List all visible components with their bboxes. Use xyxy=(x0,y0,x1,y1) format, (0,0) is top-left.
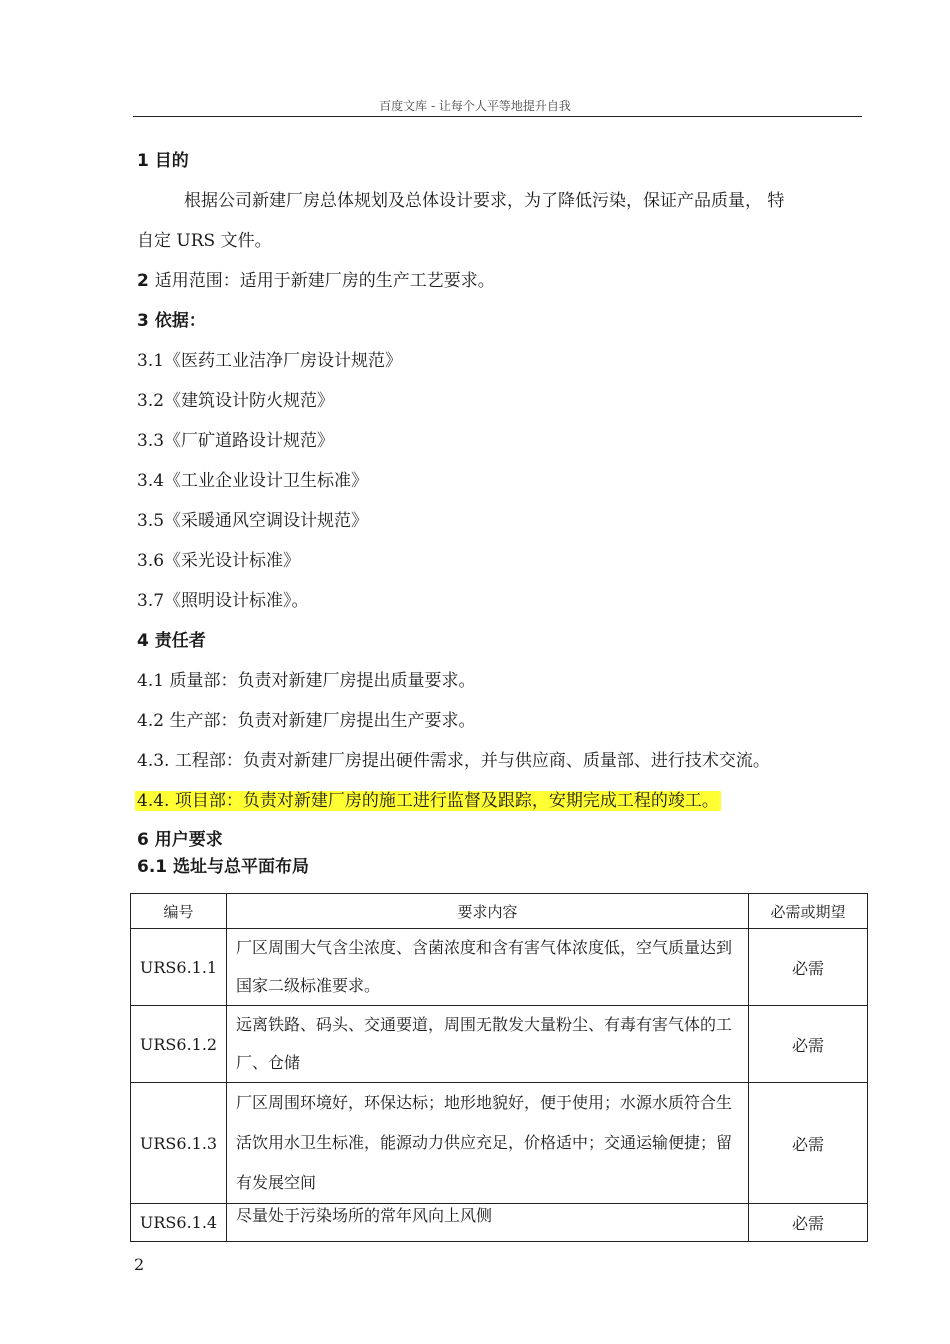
reference-item: 3.4《工业企业设计卫生标准》 xyxy=(137,471,369,491)
section-6-1-title: 6.1 选址与总平面布局 xyxy=(137,857,310,877)
header-divider xyxy=(133,116,862,117)
section-2-text: 适用范围：适用于新建厂房的生产工艺要求。 xyxy=(154,271,495,291)
section-6-title: 6 用户要求 xyxy=(137,830,223,850)
requirement-content: 远离铁路、码头、交通要道，周围无散发大量粉尘、有毒有害气体的工厂、仓储 xyxy=(227,1006,749,1083)
column-header-content: 要求内容 xyxy=(227,894,749,929)
requirement-id: URS6.1.2 xyxy=(131,1006,227,1083)
responsibility-item: 4.1 质量部：负责对新建厂房提出质量要求。 xyxy=(137,671,476,691)
reference-item: 3.3《厂矿道路设计规范》 xyxy=(137,431,335,451)
section-2 xyxy=(137,270,495,292)
requirement-id: URS6.1.4 xyxy=(131,1204,227,1242)
requirement-flag: 必需 xyxy=(749,1083,868,1204)
responsibility-item-highlighted xyxy=(137,790,721,812)
requirement-content: 厂区周围大气含尘浓度、含菌浓度和含有害气体浓度低，空气质量达到国家二级标准要求。 xyxy=(227,929,749,1006)
section-1-body-line-1: 根据公司新建厂房总体规划及总体设计要求，为了降低污染，保证产品质量， 特 xyxy=(184,191,785,211)
reference-item: 3.1《医药工业洁净厂房设计规范》 xyxy=(137,351,403,371)
responsibility-item: 4.2 生产部：负责对新建厂房提出生产要求。 xyxy=(137,711,476,731)
section-1-body-line-2: 自定 URS 文件。 xyxy=(137,231,272,251)
requirement-content: 厂区周围环境好，环保达标；地形地貌好，便于使用；水源水质符合生活饮用水卫生标准，能源动力供应充足，价格适中；交通运输便捷；留有发展空间 xyxy=(227,1083,749,1204)
table-row xyxy=(131,1204,868,1242)
reference-item: 3.5《采暖通风空调设计规范》 xyxy=(137,511,369,531)
table-row xyxy=(131,1006,868,1083)
column-header-id: 编号 xyxy=(131,894,227,929)
highlighted-text: 4.4. 项目部：负责对新建厂房的施工进行监督及跟踪，安期完成工程的竣工。 xyxy=(137,791,719,811)
section-2-title: 2 xyxy=(137,271,155,291)
reference-item: 3.6《采光设计标准》 xyxy=(137,551,301,571)
requirement-flag: 必需 xyxy=(749,1204,868,1242)
page-header: 百度文库 - 让每个人平等地提升自我 xyxy=(379,99,571,113)
requirement-content: 尽量处于污染场所的常年风向上风侧 xyxy=(227,1204,749,1242)
column-header-flag: 必需或期望 xyxy=(749,894,868,929)
requirement-flag: 必需 xyxy=(749,1006,868,1083)
table-row xyxy=(131,929,868,1006)
page-number: 2 xyxy=(134,1255,145,1274)
table-row xyxy=(131,1083,868,1204)
table-header-row xyxy=(131,894,868,929)
reference-item: 3.7《照明设计标准》。 xyxy=(137,591,309,611)
section-1-title: 1 目的 xyxy=(137,151,189,171)
requirement-id: URS6.1.1 xyxy=(131,929,227,1006)
section-4-title: 4 责任者 xyxy=(137,631,206,651)
requirement-id: URS6.1.3 xyxy=(131,1083,227,1204)
requirement-flag: 必需 xyxy=(749,929,868,1006)
section-3-title: 3 依据： xyxy=(137,311,206,331)
requirements-table xyxy=(130,893,868,1242)
reference-item: 3.2《建筑设计防火规范》 xyxy=(137,391,335,411)
responsibility-item: 4.3. 工程部：负责对新建厂房提出硬件需求，并与供应商、质量部、进行技术交流。 xyxy=(137,751,770,771)
